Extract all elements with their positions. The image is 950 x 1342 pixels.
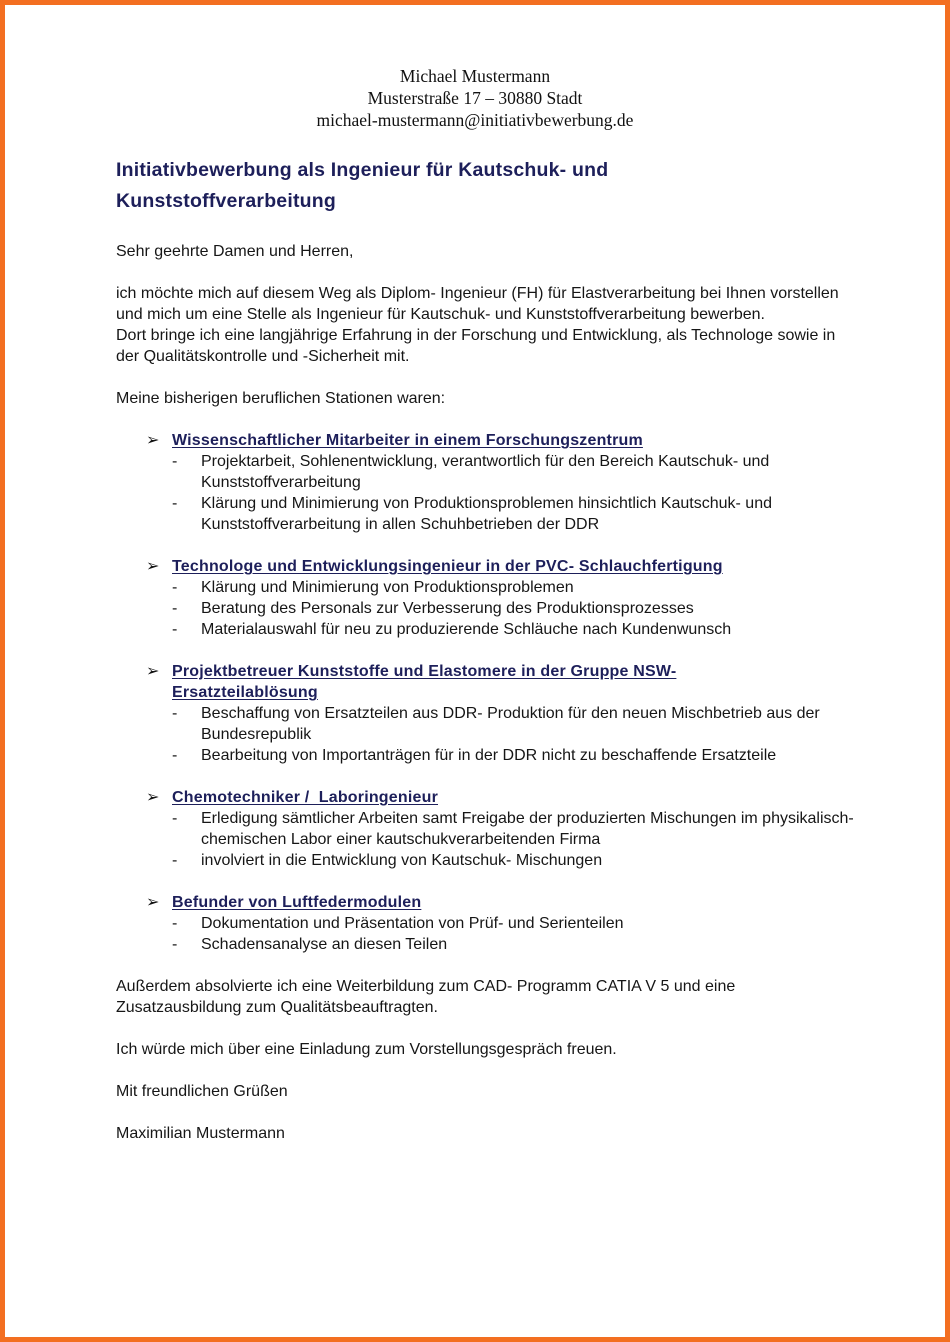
station-heading [146, 661, 856, 703]
dash-bullet: - [172, 453, 178, 470]
sender-name: Michael Mustermann [399, 66, 551, 86]
list-item: - Bearbeitung von Importanträgen für in der DDR nicht zu beschaffende Ersatzteile [172, 747, 777, 764]
intro-paragraph-2: Dort bringe ich eine langjährige Erfahrung in der Forschung und Entwicklung, als Technologe sowie in der Qualitätskontrolle und -Sicherheit mit. [116, 327, 836, 365]
dash-bullet: - [172, 915, 178, 932]
list-item: - Materialauswahl für neu zu produzierende Schläuche nach Kundenwunsch [172, 621, 732, 638]
station-title: Wissenschaftlicher Mitarbeiter in einem Forschungszentrum [172, 432, 643, 449]
stations-intro: Meine bisherigen beruflichen Stationen waren: [116, 390, 446, 407]
arrow-bullet-icon: ➢ [146, 432, 160, 449]
list-item: - involviert in die Entwicklung von Kautschuk- Mischungen [172, 852, 603, 869]
intro-paragraph: ich möchte mich auf diesem Weg als Diplom- Ingenieur (FH) für Elastverarbeitung bei Ihnen vorstellen und mich um eine Stelle als Ingenieur für Kautschuk- und Kunststoffverarbeitung bewerben. [116, 285, 839, 323]
list-item: - Projektarbeit, Sohlenentwicklung, verantwortlich für den Bereich Kautschuk- und Kunststoffverarbeitung [172, 453, 770, 491]
station-items [116, 577, 856, 640]
list-item: - Dokumentation und Präsentation von Prüf- und Serienteilen [172, 915, 624, 932]
station-block [116, 787, 856, 871]
station-items [116, 913, 856, 955]
arrow-bullet-icon: ➢ [146, 894, 160, 911]
dash-bullet: - [172, 621, 178, 638]
closing-phrase: Mit freundlichen Grüßen [116, 1083, 288, 1100]
station-block [116, 556, 856, 640]
arrow-bullet-icon: ➢ [146, 663, 160, 680]
station-items [116, 451, 856, 535]
list-item: - Schadensanalyse an diesen Teilen [172, 936, 448, 953]
station-title: Projektbetreuer Kunststoffe und Elastomere in der Gruppe NSW- Ersatzteilablösung [172, 663, 677, 701]
sender-email: michael-mustermann@initiativbewerbung.de [316, 110, 634, 130]
station-title: Chemotechniker / Laboringenieur [172, 789, 439, 806]
letter-title: Initiativbewerbung als Ingenieur für Kautschuk- und Kunststoffverarbeitung [116, 159, 609, 212]
dash-bullet: - [172, 747, 178, 764]
station-heading [146, 430, 856, 451]
sender-address: Musterstraße 17 – 30880 Stadt [367, 88, 583, 108]
dash-bullet: - [172, 852, 178, 869]
station-items [116, 703, 856, 766]
dash-bullet: - [172, 705, 178, 722]
dash-bullet: - [172, 600, 178, 617]
station-heading [146, 787, 856, 808]
list-item: - Klärung und Minimierung von Produktionsproblemen hinsichtlich Kautschuk- und Kunststoffverarbeitung in allen Schuhbetrieben der DDR [172, 495, 772, 533]
dash-bullet: - [172, 810, 178, 827]
station-items [116, 808, 856, 871]
list-item: - Klärung und Minimierung von Produktionsproblemen [172, 579, 574, 596]
list-item: - Erledigung sämtlicher Arbeiten samt Freigabe der produzierten Mischungen im physikalisch-chemischen Labor einer kautschukverarbeitenden Firma [172, 810, 854, 848]
sender-header [5, 65, 945, 131]
invitation-paragraph: Ich würde mich über eine Einladung zum Vorstellungsgespräch freuen. [116, 1041, 617, 1058]
station-heading [146, 892, 856, 913]
station-heading [146, 556, 856, 577]
signature-name: Maximilian Mustermann [116, 1125, 285, 1142]
station-block [116, 661, 856, 766]
arrow-bullet-icon: ➢ [146, 558, 160, 575]
list-item: - Beschaffung von Ersatzteilen aus DDR- Produktion für den neuen Mischbetrieb aus der Bundesrepublik [172, 705, 820, 743]
dash-bullet: - [172, 936, 178, 953]
further-training-paragraph: Außerdem absolvierte ich eine Weiterbildung zum CAD- Programm CATIA V 5 und eine Zusatzausbildung zum Qualitätsbeauftragten. [116, 978, 736, 1016]
station-title: Befunder von Luftfedermodulen [172, 894, 422, 911]
arrow-bullet-icon: ➢ [146, 789, 160, 806]
list-item: - Beratung des Personals zur Verbesserung des Produktionsprozesses [172, 600, 694, 617]
dash-bullet: - [172, 579, 178, 596]
salutation: Sehr geehrte Damen und Herren, [116, 243, 354, 260]
station-block [116, 430, 856, 535]
dash-bullet: - [172, 495, 178, 512]
station-block [116, 892, 856, 955]
station-title: Technologe und Entwicklungsingenieur in der PVC- Schlauchfertigung [172, 558, 723, 575]
letter-body [116, 241, 856, 1144]
